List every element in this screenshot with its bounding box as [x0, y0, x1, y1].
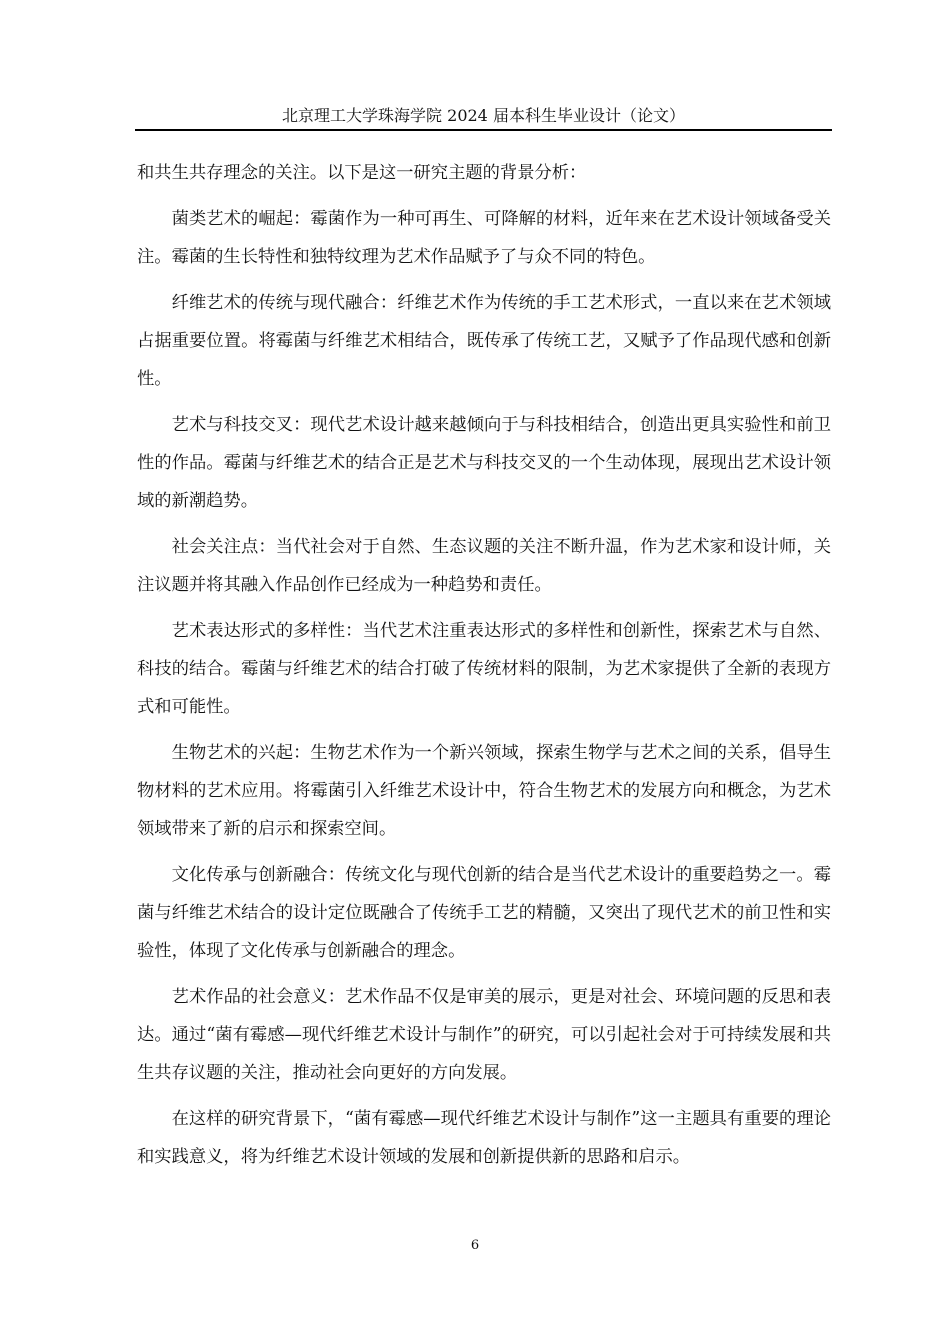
paragraph-fiber-art: 纤维艺术的传统与现代融合：纤维艺术作为传统的手工艺术形式，一直以来在艺术领域占据重要位置。将霉菌与纤维艺术相结合，既传承了传统工艺，又赋予了作品现代感和创新性。 — [137, 293, 831, 389]
paragraph-conclusion: 在这样的研究背景下，“菌有霉感—现代纤维艺术设计与制作”这一主题具有重要的理论和实践意义，将为纤维艺术设计领域的发展和创新提供新的思路和启示。 — [137, 1109, 831, 1167]
page-number: 6 — [470, 1238, 480, 1253]
paragraph-culture: 文化传承与创新融合：传统文化与现代创新的结合是当代艺术设计的重要趋势之一。霉菌与纤维艺术结合的设计定位既融合了传统手工艺的精髓，又突出了现代艺术的前卫性和实验性，体现了文化传承与创新融合的理念。 — [137, 865, 831, 961]
running-header: 北京理工大学珠海学院 2024 届本科生毕业设计（论文） — [135, 104, 832, 131]
paragraph-diversity: 艺术表达形式的多样性：当代艺术注重表达形式的多样性和创新性，探索艺术与自然、科技的结合。霉菌与纤维艺术的结合打破了传统材料的限制，为艺术家提供了全新的表现方式和可能性。 — [137, 621, 831, 717]
paragraph-social-focus: 社会关注点：当代社会对于自然、生态议题的关注不断升温，作为艺术家和设计师，关注议题并将其融入作品创作已经成为一种趋势和责任。 — [137, 537, 831, 595]
paragraph-art-tech: 艺术与科技交叉：现代艺术设计越来越倾向于与科技相结合，创造出更具实验性和前卫性的作品。霉菌与纤维艺术的结合正是艺术与科技交叉的一个生动体现，展现出艺术设计领域的新潮趋势。 — [137, 415, 831, 511]
body-text — [137, 154, 831, 1184]
paragraph-social-meaning: 艺术作品的社会意义：艺术作品不仅是审美的展示，更是对社会、环境问题的反思和表达。通过“菌有霉感—现代纤维艺术设计与制作”的研究，可以引起社会对于可持续发展和共生共存议题的关注，推动社会向更好的方向发展。 — [137, 987, 831, 1083]
paragraph-fungal-art: 菌类艺术的崛起：霉菌作为一种可再生、可降解的材料，近年来在艺术设计领域备受关注。霉菌的生长特性和独特纹理为艺术作品赋予了与众不同的特色。 — [137, 209, 831, 267]
paragraph-bio-art: 生物艺术的兴起：生物艺术作为一个新兴领域，探索生物学与艺术之间的关系，倡导生物材料的艺术应用。将霉菌引入纤维艺术设计中，符合生物艺术的发展方向和概念，为艺术领域带来了新的启示和探索空间。 — [137, 743, 831, 839]
paragraph-continuation: 和共生共存理念的关注。以下是这一研究主题的背景分析： — [137, 163, 587, 183]
